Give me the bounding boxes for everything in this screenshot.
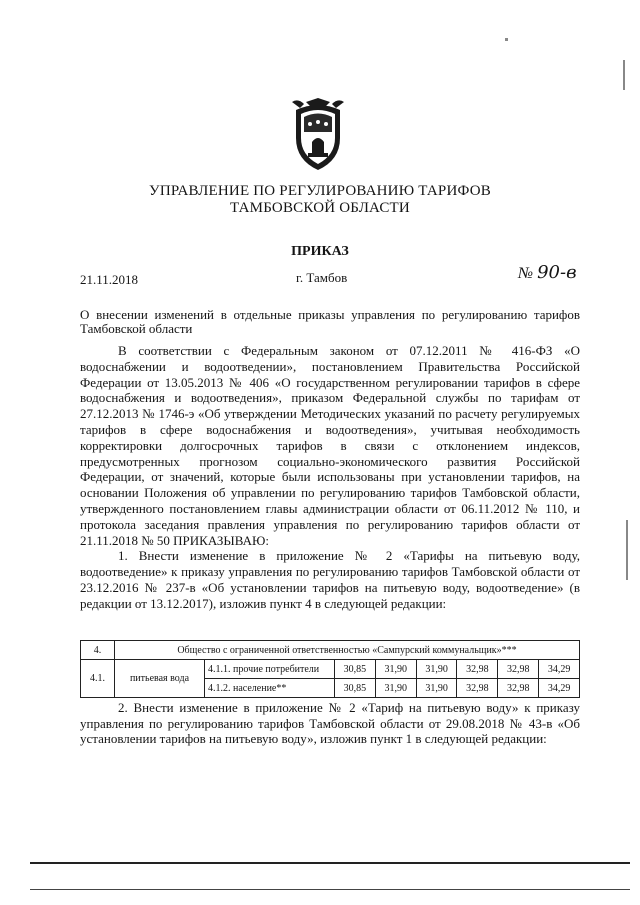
document-subject: О внесении изменений в отдельные приказы управления по регулированию тарифов Тамбовской области	[80, 307, 580, 336]
scan-artifact	[626, 520, 628, 580]
table-cell-value: 31,90	[375, 679, 416, 698]
item-2-paragraph: 2. Внести изменение в приложение № 2 «Тариф на питьевую воду» к приказу управления по регулированию тарифов Тамбовской области от 29.08.2018 № 43-в «Об установлении тарифов на питьевую воду», изложив пункт 1 в следующей редакции:	[80, 700, 580, 747]
table-cell-group-num: 4.1.	[81, 660, 115, 698]
table-cell-value: 31,90	[375, 660, 416, 679]
table-cell-num: 4.	[81, 641, 115, 660]
organization-name-line1: УПРАВЛЕНИЕ ПО РЕГУЛИРОВАНИЮ ТАРИФОВ	[149, 183, 491, 199]
table-cell-value: 30,85	[335, 679, 376, 698]
document-body-continued	[80, 700, 580, 747]
tariff-table	[80, 640, 580, 698]
scan-edge-line-thin	[30, 889, 630, 890]
document-title: ПРИКАЗ	[291, 244, 349, 259]
table-cell-service: питьевая вода	[115, 660, 205, 698]
table-cell-value: 31,90	[416, 679, 457, 698]
table-cell-organization: Общество с ограниченной ответственностью «Сампурский коммунальщик»***	[115, 641, 580, 660]
table-row	[81, 660, 580, 679]
table-cell-value: 30,85	[335, 660, 376, 679]
document-date: 21.11.2018	[80, 272, 139, 287]
coat-of-arms-emblem	[286, 98, 350, 172]
document-number	[518, 262, 577, 283]
scan-edge-line	[30, 862, 630, 864]
table-cell-label: 4.1.2. население**	[205, 679, 335, 698]
table-cell-value: 34,29	[539, 679, 580, 698]
preamble-paragraph: В соответствии с Федеральным законом от 07.12.2011 № 416-ФЗ «О водоснабжении и водоотведении», постановлением Правительства Российской Федерации от 13.05.2013 № 406 «О государственном регулировании тарифов в сфере водоснабжения и водоотведения», приказом Федеральной службы по тарифам от 27.12.2013 № 1746-э «Об утверждении Методических указаний по расчету регулируемых тарифов в сфере водоснабжения и водоотведения», учитывая необходимость корректировки долгосрочных тарифов в связи с отклонением индексов, предусмотренных прогнозом социально-экономического развития Российской Федерации, от значений, которые были использованы при установлении тарифов, на основании Положения об управлении по регулированию тарифов Тамбовской области, утвержденного постановлением главы администрации области от 06.11.2012 № 110, и протокола заседания правления управления по регулированию тарифов области от 21.11.2018 № 50 ПРИКАЗЫВАЮ:	[80, 343, 580, 548]
table-cell-value: 32,98	[457, 679, 498, 698]
document-body	[80, 343, 580, 612]
table-cell-value: 34,29	[539, 660, 580, 679]
table-cell-label: 4.1.1. прочие потребители	[205, 660, 335, 679]
document-city: г. Тамбов	[296, 270, 348, 285]
number-sign: №	[518, 265, 534, 282]
table-cell-value: 32,98	[498, 660, 539, 679]
scan-artifact	[623, 60, 625, 90]
table-cell-value: 32,98	[457, 660, 498, 679]
handwritten-number: 90-в	[537, 262, 577, 283]
item-1-paragraph: 1. Внести изменение в приложение № 2 «Тарифы на питьевую воду, водоотведение» к приказу управления по регулированию тарифов Тамбовской области от 23.12.2016 № 237-в «Об установлении тарифов на питьевую воду, водоотведение» (в редакции от 13.12.2017), изложив пункт 4 в следующей редакции:	[80, 548, 580, 611]
scan-artifact	[505, 38, 508, 41]
organization-name-line2: ТАМБОВСКОЙ ОБЛАСТИ	[230, 200, 410, 216]
table-cell-value: 31,90	[416, 660, 457, 679]
table-cell-value: 32,98	[498, 679, 539, 698]
table-row	[81, 641, 580, 660]
